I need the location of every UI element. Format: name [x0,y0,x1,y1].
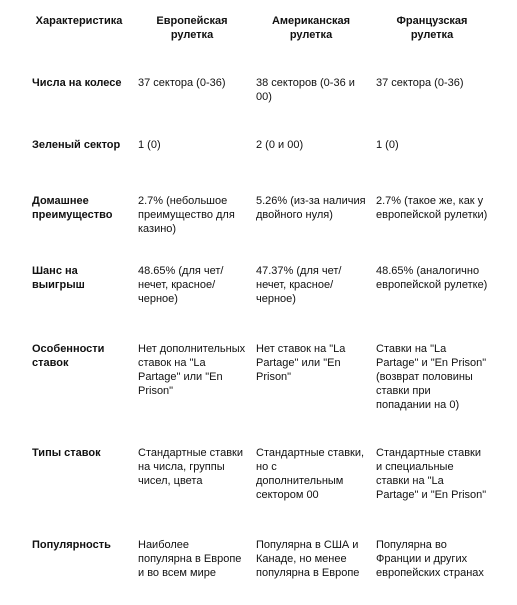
roulette-comparison-table [26,10,492,598]
cell-american: Популярна в США и Канаде, но менее популярна в Европе [256,539,360,579]
row-label: Особенности ставок [32,343,105,369]
cell-european: Стандартные ставки на числа, группы чисел, цвета [138,447,243,487]
cell-french: Стандартные ставки и специальные ставки на "La Partage" и "En Prison" [376,447,487,501]
cell-european: 48.65% (для чет/нечет, красное/черное) [138,265,224,305]
table-row [26,342,492,446]
table-row [26,446,492,538]
table-row [26,76,492,138]
cell-european: Наиболее популярна в Европе и во всем мире [138,539,242,579]
header-characteristic: Характеристика [35,15,123,27]
header-french: Французская рулетка [396,15,468,41]
cell-american: 38 секторов (0-36 и 00) [256,77,355,103]
header-european: Европейская рулетка [156,15,228,41]
table-header-row [26,10,492,76]
cell-european: 37 сектора (0-36) [138,77,226,89]
row-label: Зеленый сектор [32,139,121,151]
row-label: Шанс на выигрыш [32,265,85,291]
cell-american: 5.26% (из-за наличия двойного нуля) [256,195,366,221]
cell-french: Ставки на "La Partage" и "En Prison" (возврат половины ставки при попадании на 0) [376,343,487,411]
cell-french: 48.65% (аналогично европейской рулетке) [376,265,488,291]
table-row [26,194,492,264]
row-label: Числа на колесе [32,77,122,89]
cell-european: Нет дополнительных ставок на "La Partage" или "En Prison" [138,343,246,397]
cell-european: 2.7% (небольшое преимущество для казино) [138,195,235,235]
cell-american: 47.37% (для чет/нечет, красное/черное) [256,265,342,305]
row-label: Домашнее преимущество [32,195,113,221]
table-row [26,538,492,598]
cell-french: 37 сектора (0-36) [376,77,464,89]
cell-american: Нет ставок на "La Partage" или "En Prison" [256,343,346,383]
row-label: Типы ставок [32,447,101,459]
cell-american: Стандартные ставки, но с дополнительным сектором 00 [256,447,365,501]
cell-french: Популярна во Франции и других европейских странах [376,539,484,579]
header-american: Американская рулетка [271,15,351,41]
row-label: Популярность [32,539,111,551]
table-row [26,138,492,194]
cell-french: 2.7% (такое же, как у европейской рулетки) [376,195,488,221]
cell-american: 2 (0 и 00) [256,139,304,151]
cell-french: 1 (0) [376,139,399,151]
table-row [26,264,492,342]
cell-european: 1 (0) [138,139,161,151]
